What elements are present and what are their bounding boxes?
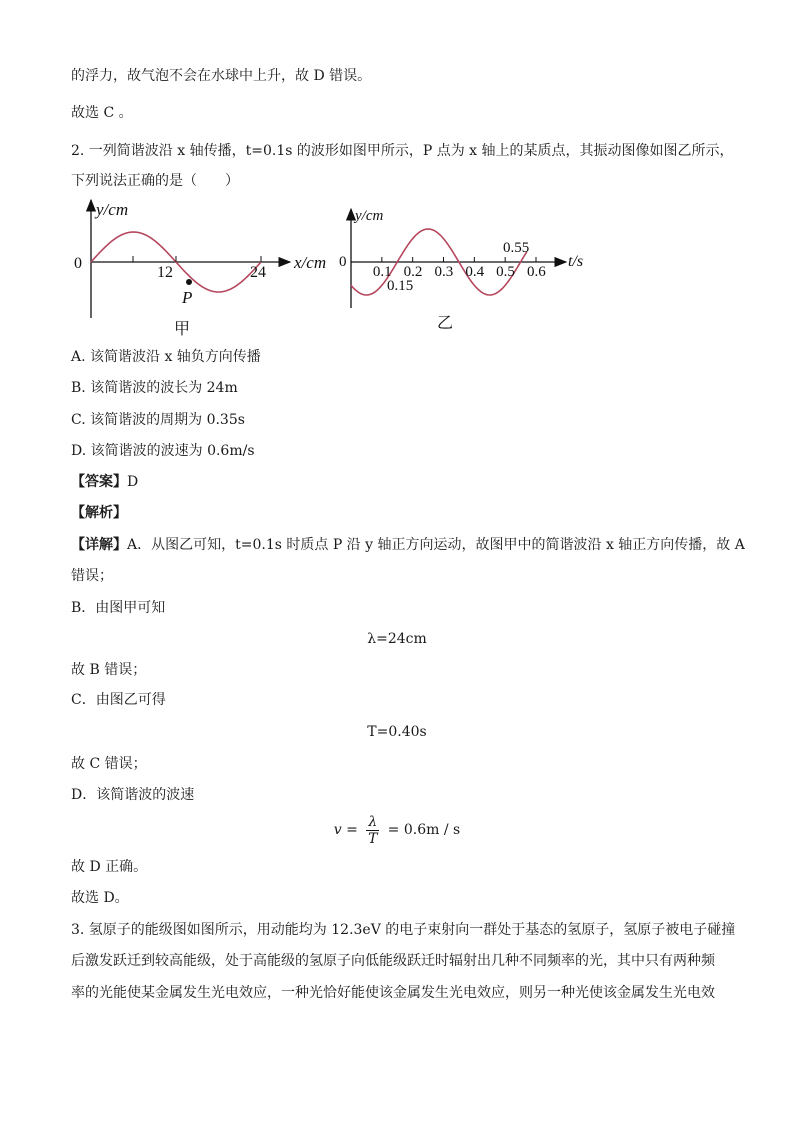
- detail-a-text: A．从图乙可知，t=0.1s 时质点 P 沿 y 轴正方向运动，故图甲中的简谐波沿 x 轴正方向传播，故 A: [127, 537, 745, 553]
- q3-line-1: 3. 氢原子的能级图如图所示，用动能均为 12.3eV 的电子束射向一群处于基态的氢原子，氢原子被电子碰撞: [71, 922, 736, 938]
- q3-line-2: 后激发跃迁到较高能级，处于高能级的氢原子向低能级跃迁时辐射出几种不同频率的光，其中只有两种频: [71, 953, 715, 969]
- yi-tick-label-0: 0.1: [372, 264, 392, 280]
- q2-choose-line: 故选 D。: [71, 890, 129, 906]
- q2-option-d: D. 该简谐波的波速为 0.6m/s: [71, 443, 255, 459]
- q2-detail-a-line-1: [71, 535, 745, 555]
- q2-detail-a-line-2: 错误；: [71, 568, 113, 584]
- speed-fraction: [366, 814, 379, 847]
- q2-stem-line-2: 下列说法正确的是（ ）: [71, 173, 239, 189]
- figure-yi: [339, 208, 583, 332]
- jia-y-label: y/cm: [96, 200, 129, 219]
- q2-analysis-line: [71, 503, 127, 523]
- speed-denominator: T: [368, 830, 378, 847]
- yi-tick-label-4: 0.5: [496, 264, 515, 280]
- q3-line-3: 率的光能使某金属发生光电效应，一种光恰好能使该金属发生光电效应，则另一种光使该金属发生光电效: [71, 985, 715, 1001]
- q2-option-a: A. 该简谐波沿 x 轴负方向传播: [71, 349, 261, 365]
- yi-x-label: t/s: [568, 253, 584, 270]
- q2-option-c: C. 该简谐波的周期为 0.35s: [71, 412, 245, 428]
- yi-caption: 乙: [437, 315, 454, 332]
- jia-tick-24-label: 24: [250, 264, 266, 281]
- q2-stem-line-1: 2. 一列简谐波沿 x 轴传播，t=0.1s 的波形如图甲所示，P 点为 x 轴上的某质点，其振动图像如图乙所示，: [71, 143, 734, 159]
- yi-label-055: 0.55: [503, 240, 530, 256]
- yi-tick-label-1: 0.2: [403, 264, 423, 280]
- yi-label-015: 0.15: [387, 278, 414, 294]
- answer-value: D: [127, 474, 139, 490]
- speed-rhs: = 0.6m / s: [387, 822, 461, 838]
- yi-y-label: y/cm: [355, 208, 384, 224]
- q2-option-b: B. 该简谐波的波长为 24m: [71, 380, 238, 396]
- answer-tag: 【答案】: [71, 474, 127, 490]
- speed-equation: [0, 812, 794, 848]
- yi-tick-label-3: 0.4: [465, 264, 485, 280]
- q2-detail-d-line-2: 故 D 正确。: [71, 859, 148, 875]
- jia-origin-label: 0: [74, 255, 82, 272]
- yi-tick-label-5: 0.6: [527, 264, 546, 280]
- jia-point-p-label: P: [182, 288, 193, 307]
- q2-detail-d-line-1: D．该简谐波的波速: [71, 787, 195, 803]
- jia-tick-12-label: 12: [157, 264, 173, 281]
- q2-detail-b-line-1: B．由图甲可知: [71, 600, 166, 616]
- q2-figures: [0, 0, 794, 340]
- jia-caption: 甲: [174, 321, 191, 338]
- speed-lhs: v =: [333, 822, 358, 838]
- figure-jia: [74, 200, 326, 338]
- yi-origin-label: 0: [339, 254, 347, 270]
- jia-point-p: [186, 279, 192, 285]
- intro-line-1: 的浮力，故气泡不会在水球中上升，故 D 错误。: [71, 68, 372, 84]
- yi-tick-label-2: 0.3: [434, 264, 454, 280]
- q2-detail-b-line-2: 故 B 错误；: [71, 662, 147, 678]
- q2-detail-c-line-2: 故 C 错误；: [71, 756, 147, 772]
- speed-numerator: λ: [368, 813, 378, 830]
- q2-detail-c-line-1: C．由图乙可得: [71, 692, 166, 708]
- detail-tag: 【详解】: [71, 537, 127, 553]
- lambda-equation: λ=24cm: [367, 631, 427, 647]
- q2-answer-line: [71, 472, 138, 492]
- analysis-tag: 【解析】: [71, 505, 127, 521]
- period-equation: T=0.40s: [367, 724, 427, 740]
- intro-line-2: 故选 C 。: [71, 105, 133, 121]
- jia-x-label: x/cm: [294, 253, 327, 272]
